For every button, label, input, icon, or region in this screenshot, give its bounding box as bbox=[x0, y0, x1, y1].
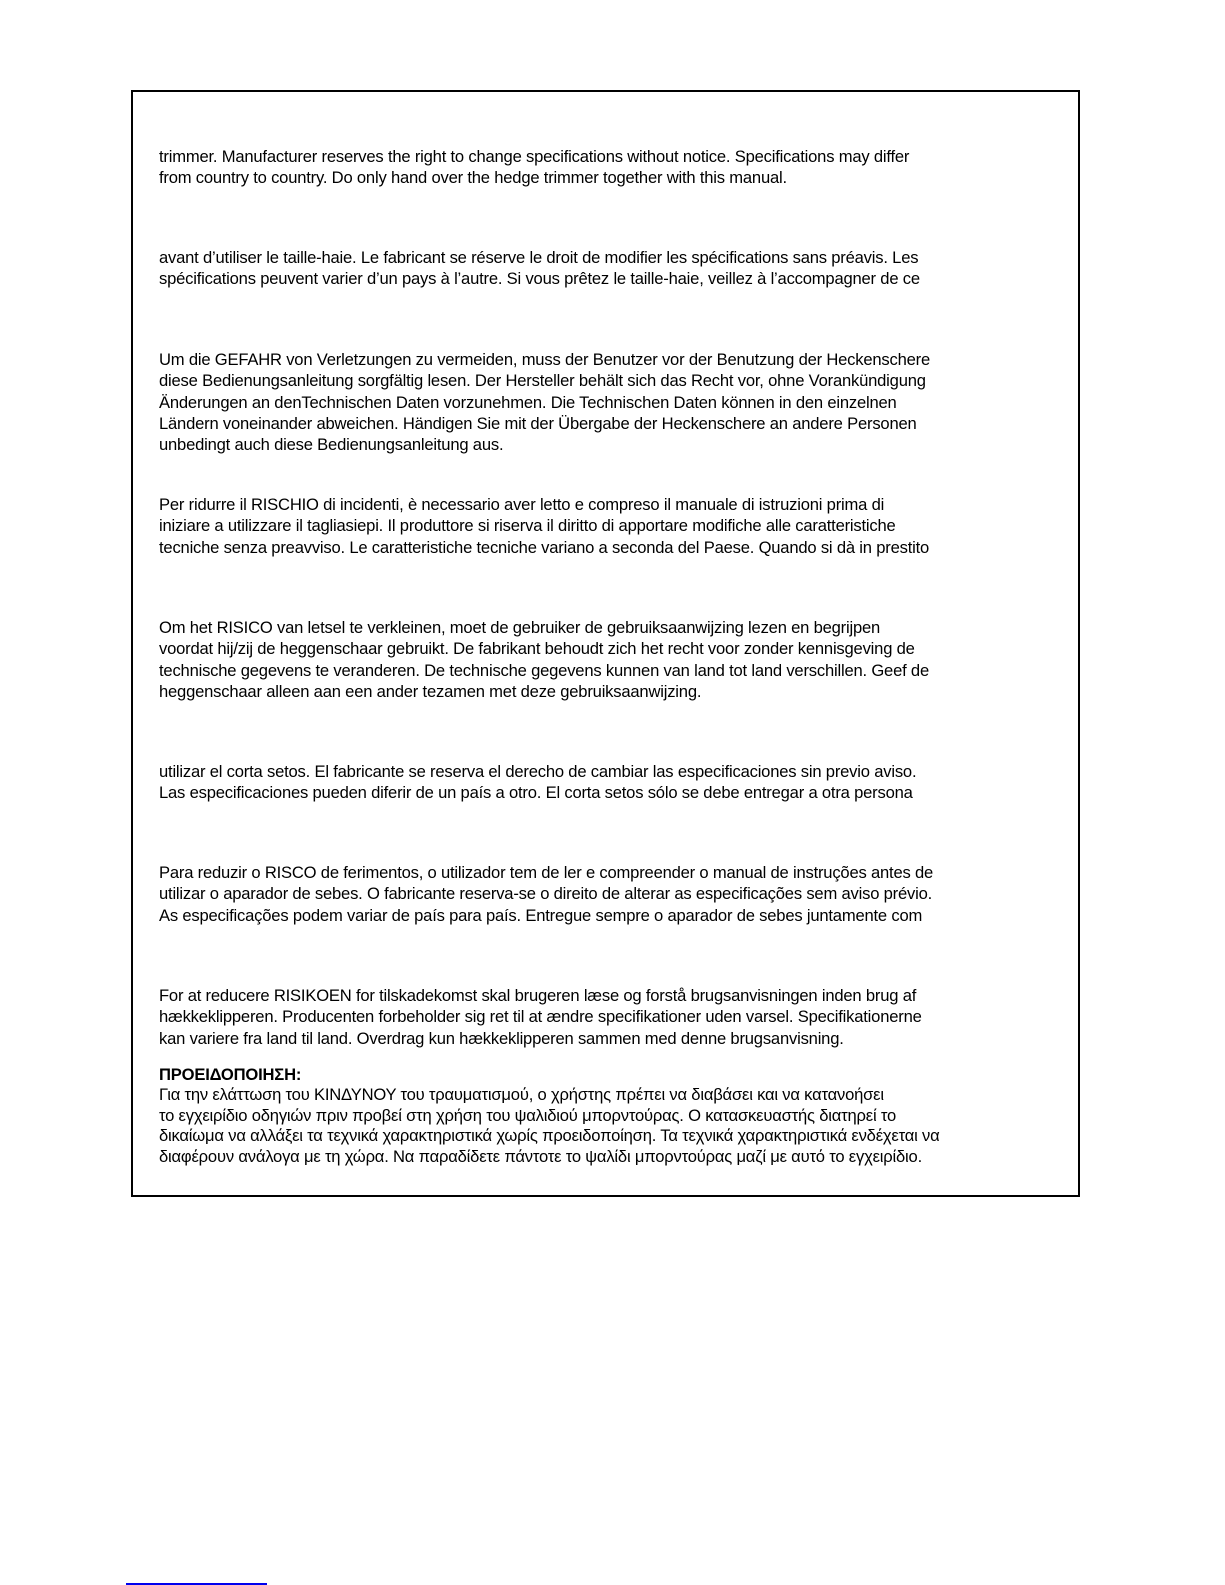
text-line: Para reduzir o RISCO de ferimentos, o utilizador tem de ler e compreender o manual de instruções antes de bbox=[159, 863, 934, 882]
paragraph-italian bbox=[159, 494, 1059, 558]
text-line: heggenschaar alleen aan een ander tezamen met deze gebruiksaanwijzing. bbox=[159, 681, 702, 701]
text-line: utilizar o aparador de sebes. O fabricante reserva-se o direito de alterar as especificações sem aviso prévio. bbox=[159, 884, 933, 904]
paragraph-french bbox=[159, 247, 1059, 290]
text-line: Per ridurre il RISCHIO di incidenti, è necessario aver letto e compreso il manuale di istruzioni prima di bbox=[159, 495, 885, 514]
paragraph-greek bbox=[159, 1065, 1059, 1167]
text-line: το εγχειρίδιο οδηγιών πριν προβεί στη χρήση του ψαλιδιού μπορντούρας. Ο κατασκευαστής διατηρεί το bbox=[159, 1105, 897, 1125]
paragraph-german bbox=[159, 349, 1059, 455]
text-line: διαφέρουν ανάλογα με τη χώρα. Να παραδίδετε πάντοτε το ψαλίδι μπορντούρας μαζί με αυτό το εγχειρίδιο. bbox=[159, 1146, 922, 1166]
text-line: Änderungen an denTechnischen Daten vorzunehmen. Die Technischen Daten können in den einzelnen bbox=[159, 392, 897, 412]
document-frame bbox=[131, 90, 1080, 1197]
text-line: technische gegevens te veranderen. De technische gegevens kunnen van land tot land verschillen. Geef de bbox=[159, 660, 929, 680]
warning-heading: ΠΡΟΕΙΔΟΠΟΙΗΣΗ: bbox=[159, 1065, 302, 1084]
paragraph-danish bbox=[159, 985, 1059, 1049]
text-line: voordat hij/zij de heggenschaar gebruikt. De fabrikant behoudt zich het recht voor zonder kennisgeving de bbox=[159, 639, 915, 659]
text-line: Las especificaciones pueden diferir de un país a otro. El corta setos sólo se debe entregar a otra persona bbox=[159, 783, 913, 803]
text-line: utilizar el corta setos. El fabricante se reserva el derecho de cambiar las especificaciones sin previo aviso. bbox=[159, 762, 917, 781]
paragraph-spanish bbox=[159, 761, 1059, 804]
text-line: trimmer. Manufacturer reserves the right to change specifications without notice. Specifications may differ bbox=[159, 147, 910, 166]
paragraph-english bbox=[159, 146, 1059, 189]
paragraph-dutch bbox=[159, 617, 1059, 702]
text-line: Για την ελάττωση του ΚΙΝΔΥΝΟΥ του τραυματισμού, ο χρήστης πρέπει να διαβάσει και να κατανοήσει bbox=[159, 1085, 884, 1105]
text-line: avant d’utiliser le taille-haie. Le fabricant se réserve le droit de modifier les spécifications sans préavis. Les bbox=[159, 248, 919, 267]
text-line: hækkeklipperen. Producenten forbeholder sig ret til at ændre specifikationer uden varsel. Specifikationerne bbox=[159, 1007, 922, 1027]
text-line: kan variere fra land til land. Overdrag kun hækkeklipperen sammen med denne brugsanvisning. bbox=[159, 1028, 844, 1048]
text-line: For at reducere RISIKOEN for tilskadekomst skal brugeren læse og forstå brugsanvisningen inden brug af bbox=[159, 986, 917, 1005]
text-line: tecniche senza preavviso. Le caratteristiche tecniche variano a seconda del Paese. Quando si dà in prestito bbox=[159, 537, 930, 557]
text-line: Om het RISICO van letsel te verkleinen, moet de gebruiker de gebruiksaanwijzing lezen en begrijpen bbox=[159, 618, 881, 637]
text-line: from country to country. Do only hand over the hedge trimmer together with this manual. bbox=[159, 168, 787, 188]
text-line: Ländern voneinander abweichen. Händigen Sie mit der Übergabe der Heckenschere an andere Personen bbox=[159, 413, 917, 433]
paragraph-portuguese bbox=[159, 862, 1059, 926]
text-line: δικαίωμα να αλλάξει τα τεχνικά χαρακτηριστικά χωρίς προειδοποίηση. Τα τεχνικά χαρακτηριστικά ενδέχεται να bbox=[159, 1126, 940, 1146]
text-line: As especificações podem variar de país para país. Entregue sempre o aparador de sebes juntamente com bbox=[159, 905, 923, 925]
text-line: iniziare a utilizzare il tagliasiepi. Il produttore si riserva il diritto di apportare modifiche alle caratteristiche bbox=[159, 516, 896, 536]
text-line: spécifications peuvent varier d’un pays à l’autre. Si vous prêtez le taille-haie, veillez à l’accompagner de ce bbox=[159, 269, 920, 289]
text-line: unbedingt auch diese Bedienungsanleitung aus. bbox=[159, 435, 504, 455]
text-line: diese Bedienungsanleitung sorgfältig lesen. Der Hersteller behält sich das Recht vor, ohne Vorankündigung bbox=[159, 371, 926, 391]
text-line: Um die GEFAHR von Verletzungen zu vermeiden, muss der Benutzer vor der Benutzung der Heckenschere bbox=[159, 350, 931, 369]
